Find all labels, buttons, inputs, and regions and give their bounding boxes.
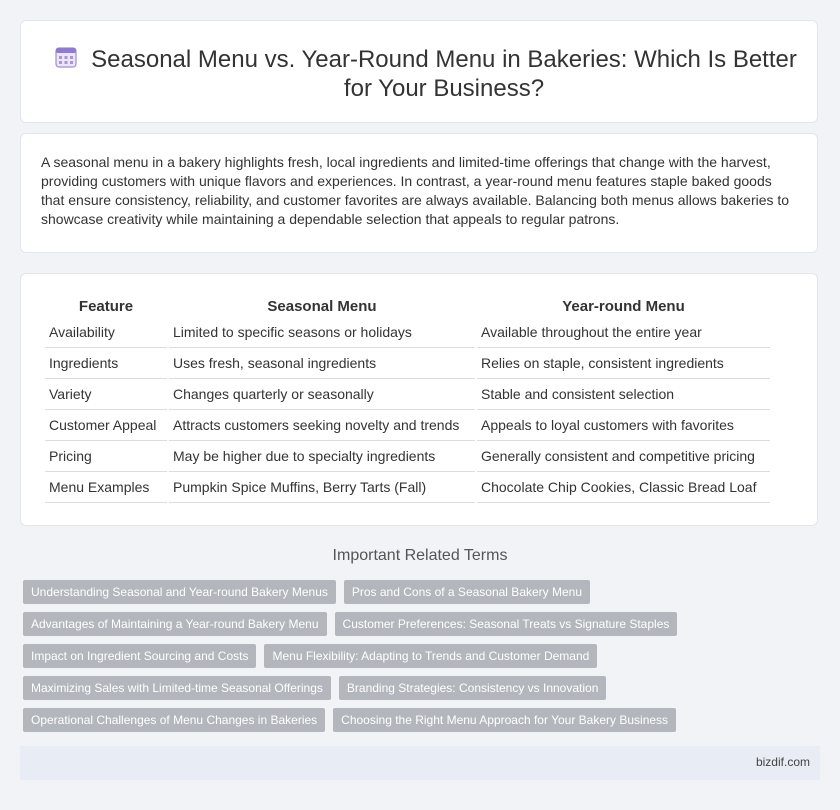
related-term-tag[interactable]: Customer Preferences: Seasonal Treats vs Signature Staples (335, 612, 678, 636)
table-cell: Pumpkin Spice Muffins, Berry Tarts (Fall) (169, 472, 475, 503)
comparison-table (43, 295, 772, 503)
table-row (45, 379, 770, 410)
intro-card (20, 133, 818, 253)
related-term-tag[interactable]: Operational Challenges of Menu Changes in Bakeries (23, 708, 325, 732)
table-cell: Attracts customers seeking novelty and trends (169, 410, 475, 441)
table-cell: Relies on staple, consistent ingredients (477, 348, 770, 379)
related-terms-title: Important Related Terms (332, 547, 508, 564)
table-cell: Stable and consistent selection (477, 379, 770, 410)
table-cell: Ingredients (45, 348, 167, 379)
table-row (45, 348, 770, 379)
table-cell: Pricing (45, 441, 167, 472)
table-cell: Chocolate Chip Cookies, Classic Bread Loaf (477, 472, 770, 503)
table-cell: Uses fresh, seasonal ingredients (169, 348, 475, 379)
related-terms-row (23, 612, 803, 636)
table-row (45, 472, 770, 503)
table-cell: Limited to specific seasons or holidays (169, 317, 475, 348)
table-cell: Generally consistent and competitive pricing (477, 441, 770, 472)
table-cell: Changes quarterly or seasonally (169, 379, 475, 410)
related-term-tag[interactable]: Menu Flexibility: Adapting to Trends and Customer Demand (264, 644, 597, 668)
table-row (45, 441, 770, 472)
related-terms-row (23, 708, 803, 732)
related-terms-row (23, 580, 803, 604)
related-terms-row (23, 644, 803, 668)
table-row (45, 317, 770, 348)
calendar-icon (54, 45, 78, 69)
table-cell: Appeals to loyal customers with favorites (477, 410, 770, 441)
intro-paragraph: A seasonal menu in a bakery highlights fresh, local ingredients and limited-time offerings that change with the harvest, providing customers with unique flavors and experiences. In contrast, a year-round menu features staple baked goods that ensure consistency, reliability, and customer favorites are always available. Balancing both menus allows bakeries to showcase creativity while maintaining a dependable selection that appeals to regular patrons. (41, 154, 790, 227)
table-cell: May be higher due to specialty ingredients (169, 441, 475, 472)
title-card (20, 20, 818, 123)
site-name[interactable]: bizdif.com (755, 755, 810, 769)
related-term-tag[interactable]: Choosing the Right Menu Approach for Your Bakery Business (333, 708, 676, 732)
table-cell: Available throughout the entire year (477, 317, 770, 348)
related-terms-row (23, 676, 803, 700)
comparison-table-card (20, 273, 818, 526)
related-term-tag[interactable]: Maximizing Sales with Limited-time Seasonal Offerings (23, 676, 331, 700)
table-cell: Menu Examples (45, 472, 167, 503)
related-term-tag[interactable]: Advantages of Maintaining a Year-round Bakery Menu (23, 612, 327, 636)
table-cell: Availability (45, 317, 167, 348)
table-cell: Variety (45, 379, 167, 410)
table-cell: Customer Appeal (45, 410, 167, 441)
related-terms-list (23, 580, 803, 740)
related-term-tag[interactable]: Impact on Ingredient Sourcing and Costs (23, 644, 256, 668)
column-header: Feature (78, 297, 134, 315)
column-header: Year-round Menu (562, 297, 685, 315)
related-term-tag[interactable]: Pros and Cons of a Seasonal Bakery Menu (344, 580, 590, 604)
footer (20, 746, 820, 780)
page-title: Seasonal Menu vs. Year-Round Menu in Bakeries: Which Is Better for Your Business? (91, 46, 797, 102)
related-term-tag[interactable]: Branding Strategies: Consistency vs Innovation (339, 676, 606, 700)
table-row (45, 410, 770, 441)
column-header: Seasonal Menu (267, 297, 377, 315)
related-term-tag[interactable]: Understanding Seasonal and Year-round Bakery Menus (23, 580, 336, 604)
table-header-row (45, 295, 770, 317)
